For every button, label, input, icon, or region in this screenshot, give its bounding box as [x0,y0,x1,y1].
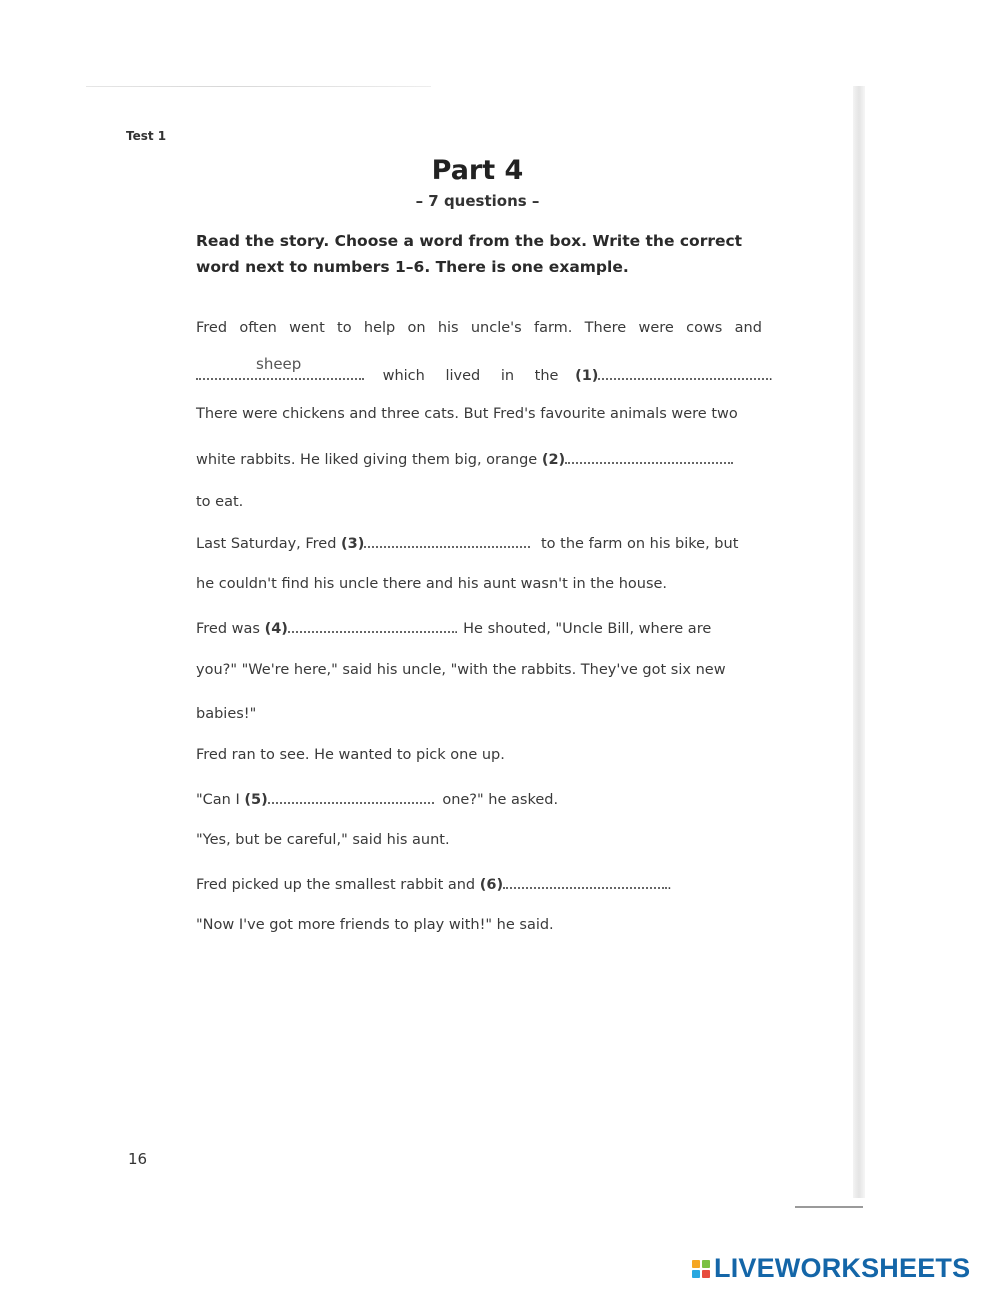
story-word: uncle's [470,320,522,336]
story-text: . [667,877,672,893]
story-word: and [734,320,762,336]
story-word: the [534,368,559,384]
story-line-8 [196,617,711,639]
logo-square-1 [692,1260,700,1268]
logo-square-3 [692,1270,700,1278]
test-label: Test 1 [126,129,167,143]
story-word: lived [445,368,481,384]
question-number-1: (1) [575,368,599,384]
story-line-11: Fred ran to see. He wanted to pick one up. [196,747,505,763]
answer-blank-6[interactable] [503,873,667,889]
part-subtitle: – 7 questions – [415,192,540,210]
instructions [196,228,756,280]
story-text: "Can I [196,792,240,808]
story-word: often [239,320,277,336]
part-title: Part 4 [431,155,524,186]
answer-blank-1[interactable] [598,364,768,380]
story-line-15: "Now I've got more friends to play with!" he said. [196,917,554,933]
answer-blank-5[interactable] [268,788,434,804]
story-text: Fred picked up the smallest rabbit and [196,877,476,893]
story-word: to [337,320,352,336]
story-word: Fred [196,320,228,336]
story-text: Last Saturday, Fred [196,536,337,552]
story-line-5: to eat. [196,494,244,510]
instructions-line-1: Read the story. Choose a word from the box. Write the correct [196,232,743,250]
story-line-14 [196,873,672,895]
story-word: went [289,320,325,336]
question-number-6: (6) [479,877,504,893]
story-line-4 [196,448,733,470]
answer-blank-4[interactable] [288,617,454,633]
story-line-2: sheep which lived in the (1) . [196,362,773,386]
question-number-5: (5) [244,792,268,808]
scan-artifact-bottom [795,1206,863,1208]
scan-artifact-top [86,86,431,87]
answer-blank-2[interactable] [565,448,733,464]
liveworksheets-brand[interactable] [692,1253,970,1284]
example-answer-field [196,355,364,380]
story-text: Fred was [196,621,260,637]
story-word: his [437,320,459,336]
story-word: in [500,368,515,384]
instructions-line-2: word next to numbers 1–6. There is one example. [196,258,629,276]
question-number-2: (2) [541,452,566,468]
logo-square-4 [702,1270,710,1278]
story-line-6 [196,532,738,554]
liveworksheets-logo-icon [692,1260,710,1278]
logo-square-2 [702,1260,710,1268]
page-number: 16 [128,1150,148,1168]
example-answer-text: sheep [256,355,302,373]
story-word: farm. [533,320,573,336]
story-word: on [407,320,426,336]
story-line-1 [196,318,762,338]
story-line-12 [196,788,558,810]
story-line-10: babies!" [196,706,257,722]
scan-artifact-right-edge [853,86,865,1198]
story-text: . He shouted, "Uncle Bill, where are [453,621,712,637]
story-word: were [638,320,674,336]
question-number-3: (3) [341,536,365,552]
brand-name: LIVEWORKSHEETS [714,1253,971,1283]
story-word: cows [686,320,723,336]
story-line-7: he couldn't find his uncle there and his aunt wasn't in the house. [196,576,668,592]
story-text: one?" he asked. [442,792,559,808]
story-line-13: "Yes, but be careful," said his aunt. [196,832,450,848]
story-text: to the farm on his bike, but [541,536,739,552]
story-text: white rabbits. He liked giving them big, orange [196,452,538,468]
answer-blank-3[interactable] [364,532,530,548]
story-line-3: There were chickens and three cats. But Fred's favourite animals were two [196,406,738,422]
story-word: There [584,320,627,336]
story-word: which [382,368,425,384]
question-number-4: (4) [264,621,288,637]
story-line-9: you?" "We're here," said his uncle, "with the rabbits. They've got six new [196,662,726,678]
story-word: help [363,320,396,336]
